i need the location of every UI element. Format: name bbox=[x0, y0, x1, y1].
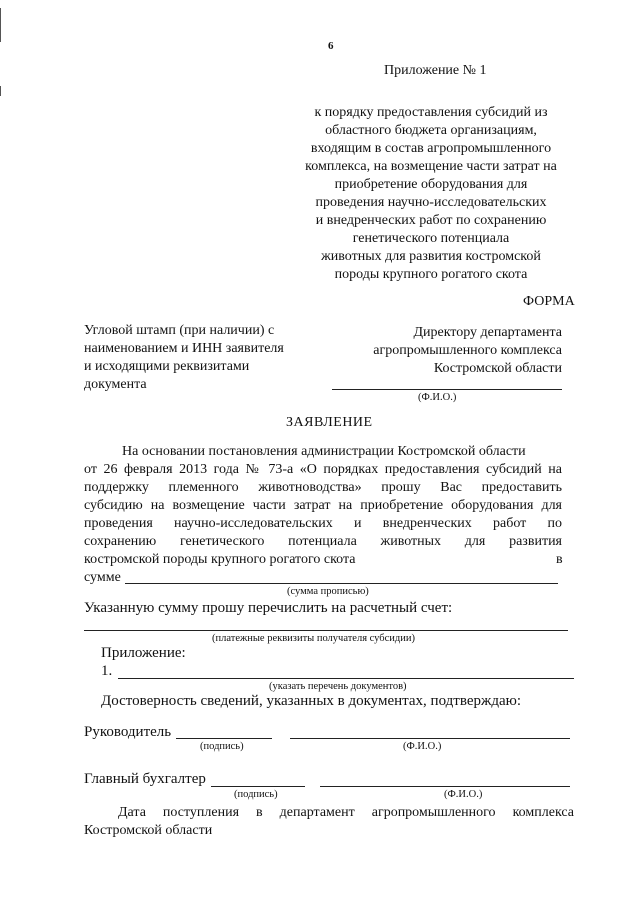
body-in-word: в bbox=[556, 552, 563, 567]
fio-hint: (Ф.И.О.) bbox=[418, 392, 457, 403]
documents-hint: (указать перечень документов) bbox=[269, 681, 407, 692]
form-label: ФОРМА bbox=[523, 294, 575, 309]
appendix-subtitle-line: и внедренческих работ по сохранению bbox=[315, 213, 547, 228]
stamp-line: и исходящими реквизитами bbox=[84, 359, 250, 374]
payment-details-line[interactable] bbox=[84, 630, 568, 631]
body-line-7: костромской породы крупного рогатого скота bbox=[84, 552, 356, 567]
attachment-label: Приложение: bbox=[101, 645, 186, 661]
body-line-4: субсидию на возмещение части затрат на приобретение оборудования для bbox=[84, 498, 562, 513]
accountant-signature-hint: (подпись) bbox=[234, 789, 278, 800]
appendix-subtitle-line: породы крупного рогатого скота bbox=[334, 267, 528, 282]
addressee-block bbox=[330, 324, 562, 378]
addressee-line: Костромской области bbox=[433, 361, 562, 376]
body-line-1: На основании постановления администрации Костромской области bbox=[122, 444, 526, 459]
appendix-subtitle-line: входящим в состав агропромышленного bbox=[310, 141, 552, 156]
attachment-item-number: 1. bbox=[101, 663, 113, 679]
head-signature-line[interactable] bbox=[176, 738, 272, 739]
appendix-subtitle-line: приобретение оборудования для bbox=[334, 177, 528, 192]
stamp-line: Угловой штамп (при наличии) с bbox=[84, 323, 275, 338]
appendix-title: Приложение № 1 bbox=[384, 63, 487, 78]
appendix-subtitle-line: генетического потенциала bbox=[352, 231, 510, 246]
appendix-subtitle-line: комплекса, на возмещение части затрат на bbox=[305, 159, 557, 174]
addressee-line: Директору департамента bbox=[413, 325, 562, 340]
scan-edge-mark bbox=[0, 86, 1, 96]
receipt-line-1: Дата поступления в департамент агропромышленного комплекса bbox=[118, 805, 574, 820]
stamp-line: наименованием и ИНН заявителя bbox=[84, 341, 284, 356]
body-line-6: сохранению генетического потенциала животных для развития bbox=[84, 534, 562, 549]
body-line-2: от 26 февраля 2013 года № 73-а «О порядках предоставления субсидий на bbox=[84, 462, 562, 477]
statement-title: ЗАЯВЛЕНИЕ bbox=[286, 415, 373, 430]
appendix-subtitle bbox=[286, 104, 576, 284]
stamp-line: документа bbox=[84, 377, 147, 392]
head-fio-hint: (Ф.И.О.) bbox=[403, 741, 442, 752]
receipt-line-2: Костромской области bbox=[84, 823, 213, 838]
addressee-fio-line bbox=[332, 389, 562, 390]
head-label: Руководитель bbox=[84, 724, 172, 740]
accountant-fio-line[interactable] bbox=[320, 786, 570, 787]
body-line-3: поддержку племенного животноводства» прошу Вас предоставить bbox=[84, 480, 562, 495]
appendix-subtitle-line: к порядку предоставления субсидий из bbox=[314, 105, 548, 120]
amount-hint: (сумма прописью) bbox=[287, 586, 369, 597]
amount-field-line[interactable] bbox=[125, 583, 558, 584]
head-fio-line[interactable] bbox=[290, 738, 570, 739]
appendix-subtitle-line: областного бюджета организациям, bbox=[325, 123, 537, 138]
scan-edge-mark bbox=[0, 8, 1, 42]
page-number: 6 bbox=[328, 40, 334, 52]
accountant-signature-line[interactable] bbox=[211, 786, 305, 787]
amount-label: сумме bbox=[84, 570, 121, 585]
appendix-subtitle-line: проведения научно-исследовательских bbox=[315, 195, 547, 210]
stamp-block bbox=[84, 322, 284, 394]
payment-hint: (платежные реквизиты получателя субсидии) bbox=[212, 633, 415, 644]
head-signature-hint: (подпись) bbox=[200, 741, 244, 752]
confirm-text: Достоверность сведений, указанных в документах, подтверждаю: bbox=[101, 693, 522, 709]
appendix-subtitle-line: животных для развития костромской bbox=[321, 249, 541, 264]
body-line-5: проведения научно-исследовательских и внедренческих работ по bbox=[84, 516, 562, 531]
accountant-label: Главный бухгалтер bbox=[84, 771, 206, 787]
accountant-fio-hint: (Ф.И.О.) bbox=[444, 789, 483, 800]
addressee-line: агропромышленного комплекса bbox=[373, 343, 562, 358]
attachment-item-line[interactable] bbox=[118, 678, 574, 679]
transfer-text: Указанную сумму прошу перечислить на расчетный счет: bbox=[84, 600, 453, 616]
